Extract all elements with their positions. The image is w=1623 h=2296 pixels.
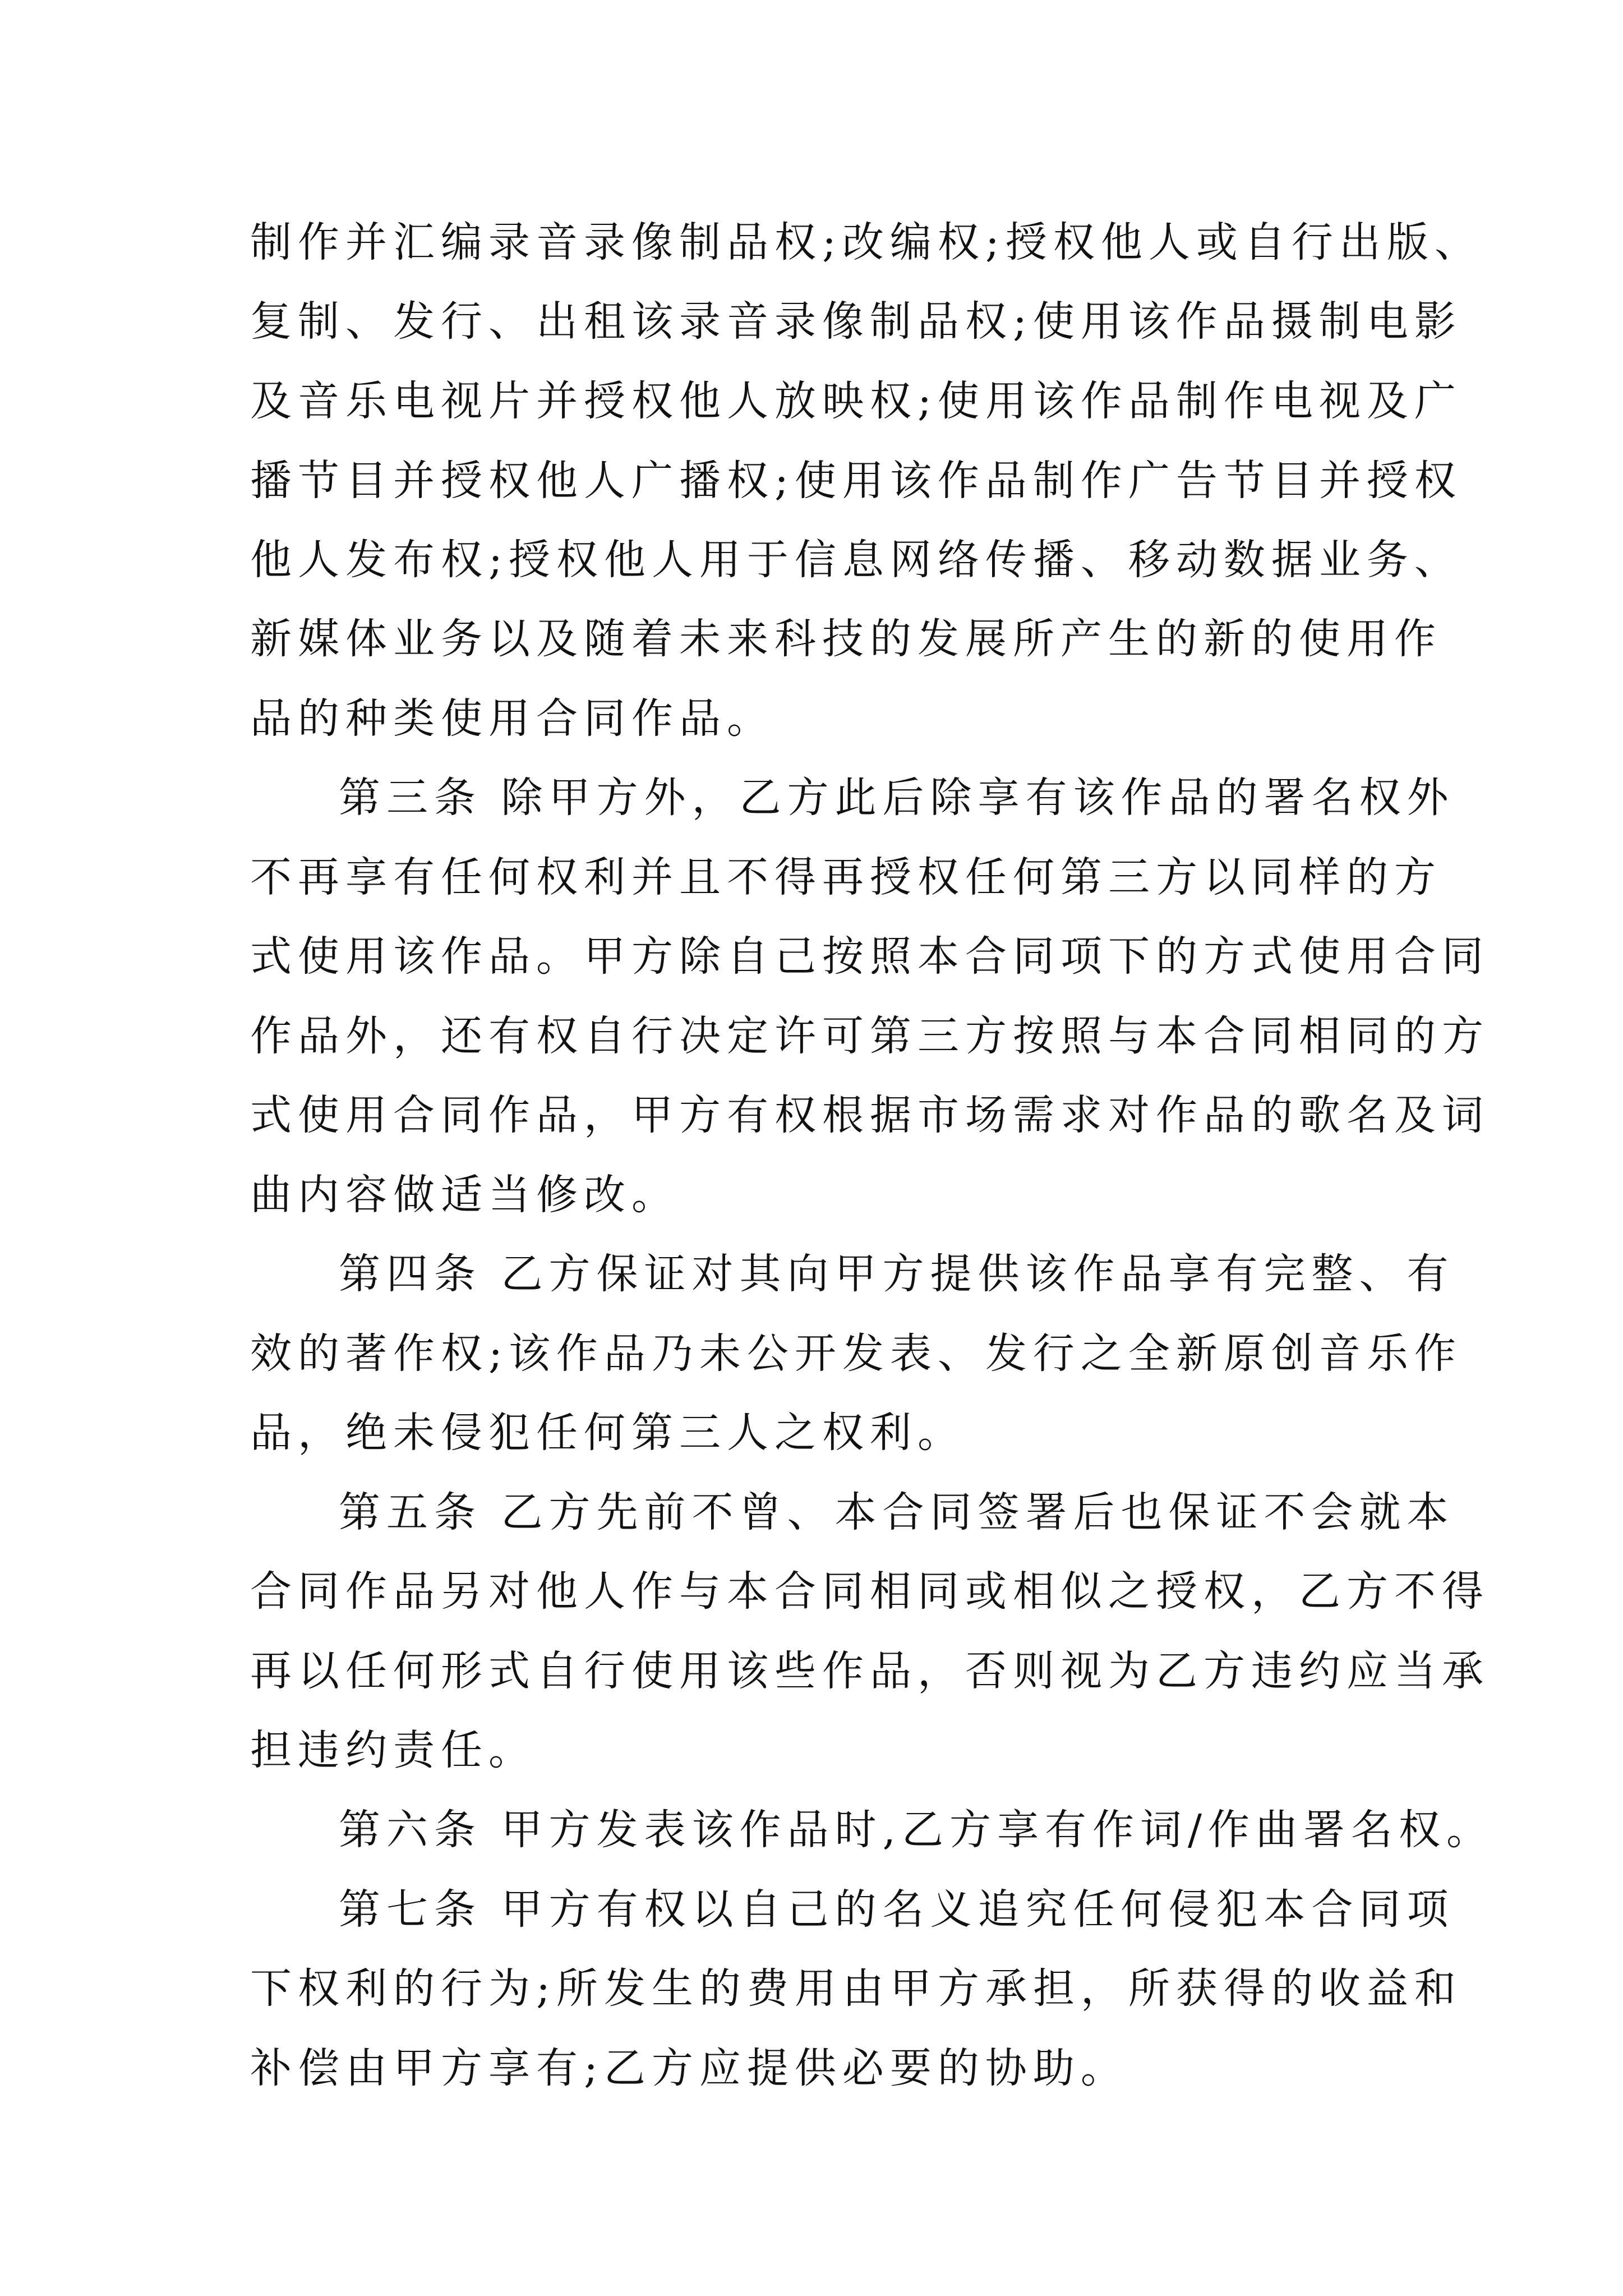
paragraph-line: 合同作品另对他人作与本合同相同或相似之授权，乙方不得 bbox=[250, 1567, 1490, 1616]
paragraph-line: 补偿由甲方享有;乙方应提供必要的协助。 bbox=[250, 2044, 1128, 2092]
paragraph-line: 新媒体业务以及随着未来科技的发展所产生的新的使用作 bbox=[250, 615, 1442, 663]
paragraph-line: 效的著作权;该作品乃未公开发表、发行之全新原创音乐作 bbox=[250, 1329, 1462, 1378]
paragraph-line: 再以任何形式自行使用该些作品，否则视为乙方违约应当承 bbox=[250, 1647, 1490, 1695]
article-5-heading-line: 第五条 乙方先前不曾、本合同签署后也保证不会就本 bbox=[339, 1488, 1455, 1536]
paragraph-line: 制作并汇编录音录像制品权;改编权;授权他人或自行出版、 bbox=[250, 218, 1482, 266]
article-7-heading-line: 第七条 甲方有权以自己的名义追究任何侵犯本合同项 bbox=[339, 1885, 1455, 1934]
paragraph-line: 作品外，还有权自行决定许可第三方按照与本合同相同的方 bbox=[250, 1012, 1490, 1060]
paragraph-line: 播节目并授权他人广播权;使用该作品制作广告节目并授权 bbox=[250, 457, 1462, 505]
paragraph-line: 担违约责任。 bbox=[250, 1726, 536, 1774]
paragraph-line: 式使用该作品。甲方除自己按照本合同项下的方式使用合同 bbox=[250, 932, 1490, 981]
paragraph-line: 及音乐电视片并授权他人放映权;使用该作品制作电视及广 bbox=[250, 377, 1462, 425]
paragraph-line: 下权利的行为;所发生的费用由甲方承担，所获得的收益和 bbox=[250, 1964, 1462, 2013]
paragraph-line: 曲内容做适当修改。 bbox=[250, 1171, 679, 1219]
article-6-heading-line: 第六条 甲方发表该作品时,乙方享有作词/作曲署名权。 bbox=[339, 1806, 1494, 1854]
article-4-heading-line: 第四条 乙方保证对其向甲方提供该作品享有完整、有 bbox=[339, 1250, 1455, 1298]
paragraph-line: 他人发布权;授权他人用于信息网络传播、移动数据业务、 bbox=[250, 536, 1462, 584]
article-3-heading-line: 第三条 除甲方外，乙方此后除享有该作品的署名权外 bbox=[339, 774, 1455, 822]
paragraph-line: 式使用合同作品，甲方有权根据市场需求对作品的歌名及词 bbox=[250, 1091, 1490, 1139]
paragraph-line: 复制、发行、出租该录音录像制品权;使用该作品摄制电影 bbox=[250, 297, 1462, 346]
paragraph-line: 品，绝未侵犯任何第三人之权利。 bbox=[250, 1409, 965, 1457]
paragraph-line: 不再享有任何权利并且不得再授权任何第三方以同样的方 bbox=[250, 853, 1442, 901]
paragraph-line: 品的种类使用合同作品。 bbox=[250, 694, 774, 743]
